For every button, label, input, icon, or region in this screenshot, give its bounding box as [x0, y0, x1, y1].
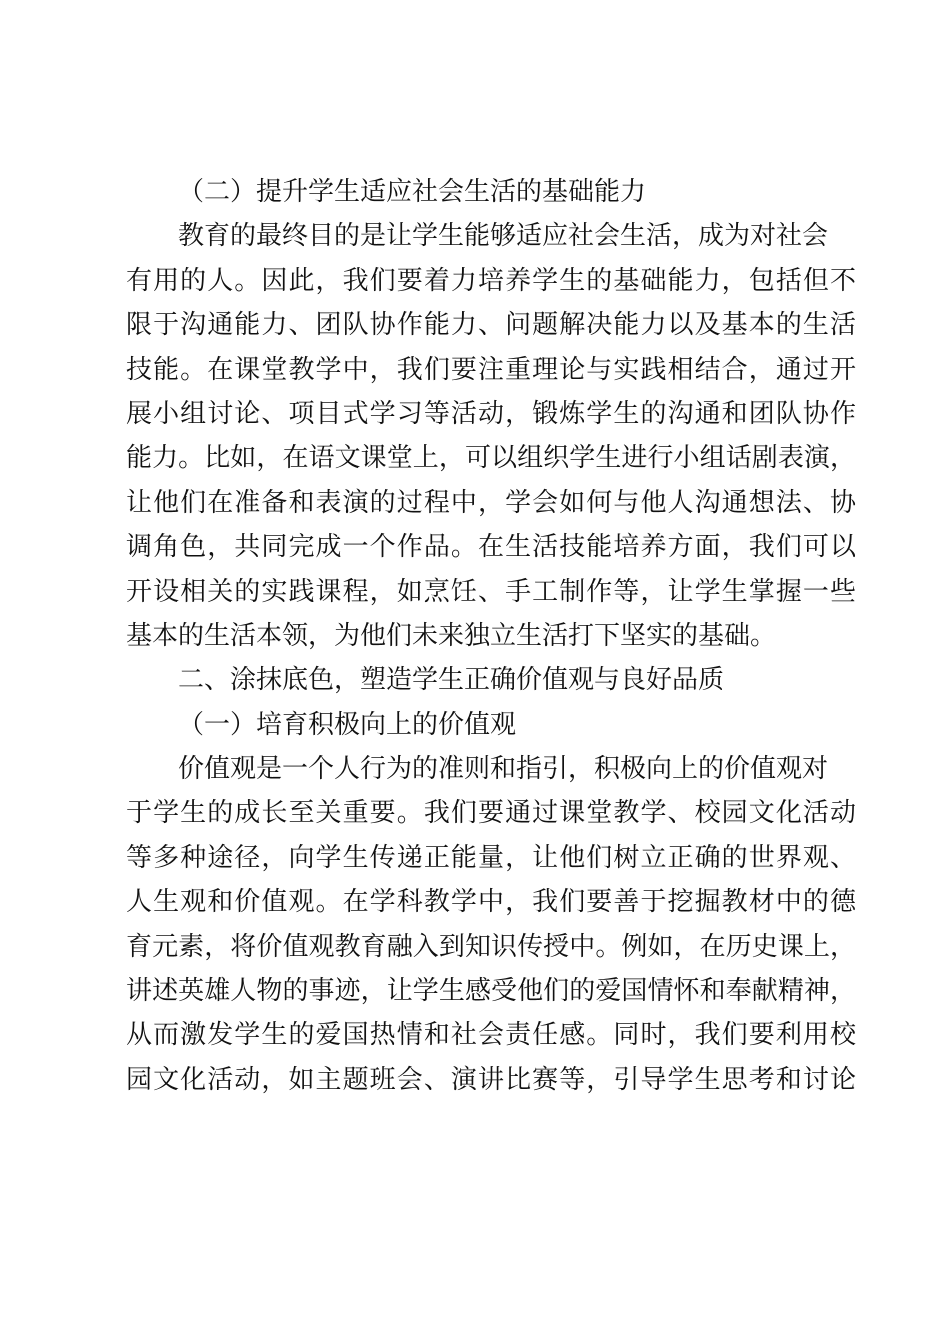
paragraph	[126, 747, 856, 1102]
paragraph-line: 能力。比如，在语文课堂上，可以组织学生进行小组话剧表演，	[126, 443, 856, 474]
paragraph-line: 基本的生活本领，为他们未来独立生活打下坚实的基础。	[126, 620, 777, 651]
paragraph	[126, 214, 856, 658]
document-body	[126, 170, 856, 1102]
paragraph-line: 开设相关的实践课程，如烹饪、手工制作等，让学生掌握一些	[126, 576, 856, 607]
paragraph-line: 从而激发学生的爱国热情和社会责任感。同时，我们要利用校	[126, 1020, 856, 1051]
paragraph-line: 让他们在准备和表演的过程中，学会如何与他人沟通想法、协	[126, 487, 856, 518]
paragraph-line: 技能。在课堂教学中，我们要注重理论与实践相结合，通过开	[126, 354, 856, 385]
paragraph-line: 教育的最终目的是让学生能够适应社会生活，成为对社会	[178, 221, 829, 252]
paragraph-line: 于学生的成长至关重要。我们要通过课堂教学、校园文化活动	[126, 798, 856, 829]
paragraph-line: 限于沟通能力、团队协作能力、问题解决能力以及基本的生活	[126, 310, 856, 341]
paragraph-line: 价值观是一个人行为的准则和指引，积极向上的价值观对	[178, 754, 829, 785]
paragraph-line: 等多种途径，向学生传递正能量，让他们树立正确的世界观、	[126, 842, 856, 873]
paragraph-line: 园文化活动，如主题班会、演讲比赛等，引导学生思考和讨论	[126, 1064, 856, 1095]
paragraph-line: 讲述英雄人物的事迹，让学生感受他们的爱国情怀和奉献精神，	[126, 976, 856, 1007]
section-heading: （一）培育积极向上的价值观	[178, 709, 517, 740]
paragraph-line: 育元素，将价值观教育融入到知识传授中。例如，在历史课上，	[126, 931, 856, 962]
section-heading: （二）提升学生适应社会生活的基础能力	[178, 177, 647, 207]
paragraph-line: 调角色，共同完成一个作品。在生活技能培养方面，我们可以	[126, 532, 856, 563]
part-heading: 二、涂抹底色，塑造学生正确价值观与良好品质	[178, 665, 725, 696]
paragraph-line: 人生观和价值观。在学科教学中，我们要善于挖掘教材中的德	[126, 887, 856, 918]
paragraph-line: 展小组讨论、项目式学习等活动，锻炼学生的沟通和团队协作	[126, 398, 856, 429]
paragraph-line: 有用的人。因此，我们要着力培养学生的基础能力，包括但不	[126, 265, 856, 296]
